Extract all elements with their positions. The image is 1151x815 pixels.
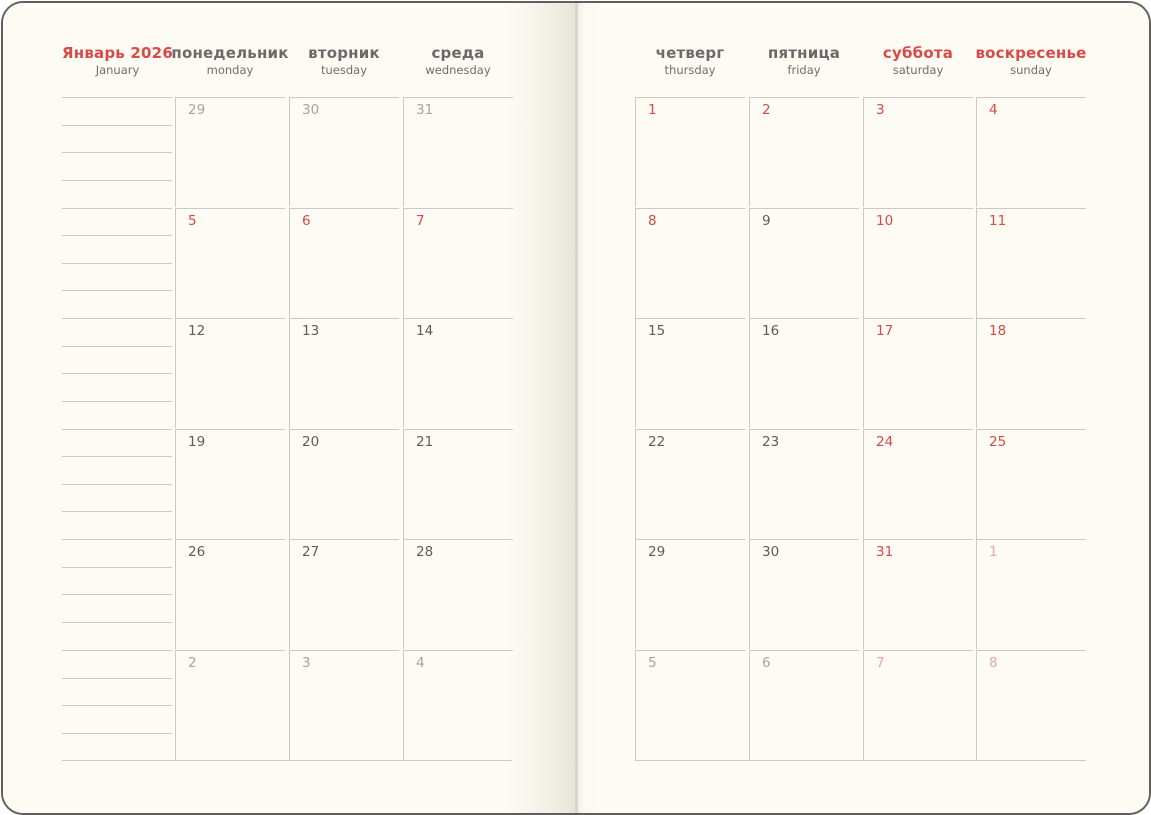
day-cell[interactable] bbox=[976, 318, 1086, 428]
spine-fold bbox=[575, 3, 578, 813]
weekday-name-ru: четверг bbox=[655, 44, 725, 62]
day-number: 6 bbox=[302, 212, 311, 229]
weekday-name-en: saturday bbox=[892, 63, 944, 77]
day-cell[interactable] bbox=[175, 208, 285, 318]
day-number: 16 bbox=[762, 323, 780, 340]
notes-line bbox=[62, 318, 172, 319]
day-number: 19 bbox=[188, 433, 206, 450]
day-cell[interactable] bbox=[289, 650, 399, 760]
weekday-name-ru: понедельник bbox=[171, 44, 289, 62]
day-cell[interactable] bbox=[403, 97, 513, 207]
day-number: 4 bbox=[989, 102, 998, 118]
day-number: 10 bbox=[876, 212, 894, 229]
day-cell[interactable] bbox=[403, 650, 513, 760]
day-cell[interactable] bbox=[289, 97, 399, 207]
day-cell[interactable] bbox=[289, 208, 399, 318]
day-number: 7 bbox=[876, 655, 885, 671]
notes-line bbox=[62, 650, 172, 651]
day-cell[interactable] bbox=[175, 318, 285, 428]
weekday-header-sunday bbox=[972, 44, 1090, 77]
notes-line bbox=[62, 373, 172, 374]
notes-line bbox=[62, 125, 172, 126]
day-cell[interactable] bbox=[403, 429, 513, 539]
weekday-name-ru: вторник bbox=[308, 44, 380, 62]
day-number: 18 bbox=[989, 323, 1007, 340]
day-number: 27 bbox=[302, 544, 320, 561]
day-number: 31 bbox=[876, 544, 894, 561]
weekday-name-en: tuesday bbox=[320, 63, 368, 77]
day-cell[interactable] bbox=[289, 539, 399, 649]
day-cell[interactable] bbox=[863, 429, 973, 539]
notes-line bbox=[62, 705, 172, 706]
day-cell[interactable] bbox=[289, 318, 399, 428]
day-cell[interactable] bbox=[635, 650, 745, 760]
day-cell[interactable] bbox=[863, 650, 973, 760]
day-number: 5 bbox=[188, 212, 197, 229]
day-cell[interactable] bbox=[175, 539, 285, 649]
notes-line bbox=[62, 346, 172, 347]
week-notes[interactable] bbox=[62, 539, 172, 649]
weekday-name-en: thursday bbox=[664, 63, 716, 77]
day-cell[interactable] bbox=[635, 429, 745, 539]
day-cell[interactable] bbox=[749, 429, 859, 539]
weekday-header-tuesday bbox=[285, 44, 403, 77]
day-number: 8 bbox=[648, 212, 657, 229]
day-number: 9 bbox=[762, 212, 771, 229]
notes-line bbox=[62, 567, 172, 568]
notes-line bbox=[62, 539, 172, 540]
day-number: 12 bbox=[188, 323, 206, 340]
day-number: 30 bbox=[302, 102, 320, 118]
day-number: 15 bbox=[648, 323, 666, 340]
notes-line bbox=[62, 97, 172, 98]
day-number: 21 bbox=[416, 433, 434, 450]
day-cell[interactable] bbox=[976, 97, 1086, 207]
day-number: 28 bbox=[416, 544, 434, 561]
notes-line bbox=[62, 180, 172, 181]
day-number: 20 bbox=[302, 433, 320, 450]
day-number: 25 bbox=[989, 433, 1007, 450]
day-cell[interactable] bbox=[976, 539, 1086, 649]
weekday-header-wednesday bbox=[399, 44, 517, 77]
notes-line bbox=[62, 208, 172, 209]
day-cell[interactable] bbox=[289, 429, 399, 539]
day-number: 2 bbox=[188, 655, 197, 671]
day-cell[interactable] bbox=[175, 97, 285, 207]
week-notes[interactable] bbox=[62, 429, 172, 539]
day-number: 31 bbox=[416, 102, 434, 118]
week-notes[interactable] bbox=[62, 97, 172, 207]
day-cell[interactable] bbox=[863, 97, 973, 207]
notes-line bbox=[62, 622, 172, 623]
notes-line bbox=[62, 456, 172, 457]
day-number: 26 bbox=[188, 544, 206, 561]
week-notes[interactable] bbox=[62, 318, 172, 428]
day-number: 29 bbox=[188, 102, 206, 118]
month-header bbox=[60, 44, 175, 77]
notes-line bbox=[62, 511, 172, 512]
bottom-rule-right bbox=[635, 760, 1086, 761]
bottom-rule-left bbox=[62, 760, 512, 761]
day-cell[interactable] bbox=[976, 429, 1086, 539]
day-cell[interactable] bbox=[403, 539, 513, 649]
weekday-name-en: friday bbox=[787, 63, 821, 77]
day-number: 14 bbox=[416, 323, 434, 340]
notes-line bbox=[62, 733, 172, 734]
day-number: 13 bbox=[302, 323, 320, 340]
day-number: 22 bbox=[648, 433, 666, 450]
day-number: 4 bbox=[416, 655, 425, 671]
day-number: 1 bbox=[989, 544, 998, 561]
day-cell[interactable] bbox=[749, 650, 859, 760]
notes-line bbox=[62, 429, 172, 430]
day-number: 3 bbox=[876, 102, 885, 118]
day-number: 5 bbox=[648, 655, 657, 671]
day-cell[interactable] bbox=[863, 539, 973, 649]
day-cell[interactable] bbox=[863, 318, 973, 428]
day-cell[interactable] bbox=[635, 318, 745, 428]
day-cell[interactable] bbox=[635, 208, 745, 318]
weekday-name-en: sunday bbox=[1010, 63, 1052, 77]
day-cell[interactable] bbox=[976, 208, 1086, 318]
day-cell[interactable] bbox=[863, 208, 973, 318]
day-cell[interactable] bbox=[403, 208, 513, 318]
weekday-header-friday bbox=[745, 44, 863, 77]
day-number: 24 bbox=[876, 433, 894, 450]
weekday-header-saturday bbox=[859, 44, 977, 77]
notes-line bbox=[62, 263, 172, 264]
week-notes[interactable] bbox=[62, 208, 172, 318]
notes-line bbox=[62, 235, 172, 236]
day-cell[interactable] bbox=[403, 318, 513, 428]
weekday-name-en: wednesday bbox=[425, 63, 491, 77]
day-cell[interactable] bbox=[175, 650, 285, 760]
notes-line bbox=[62, 401, 172, 402]
month-subtitle: January bbox=[95, 63, 140, 77]
day-number: 7 bbox=[416, 212, 425, 229]
notes-line bbox=[62, 678, 172, 679]
day-number: 6 bbox=[762, 655, 771, 671]
day-number: 2 bbox=[762, 102, 771, 118]
day-cell[interactable] bbox=[749, 208, 859, 318]
notes-line bbox=[62, 594, 172, 595]
weekday-name-ru: среда bbox=[431, 44, 485, 62]
day-cell[interactable] bbox=[976, 650, 1086, 760]
day-number: 1 bbox=[648, 102, 657, 118]
weekday-header-thursday bbox=[631, 44, 749, 77]
day-cell[interactable] bbox=[175, 429, 285, 539]
day-cell[interactable] bbox=[749, 539, 859, 649]
day-number: 29 bbox=[648, 544, 666, 561]
day-number: 3 bbox=[302, 655, 311, 671]
weekday-header-monday bbox=[171, 44, 289, 77]
notes-line bbox=[62, 484, 172, 485]
weekday-name-en: monday bbox=[206, 63, 254, 77]
weekday-name-ru: суббота bbox=[882, 44, 954, 62]
week-notes[interactable] bbox=[62, 650, 172, 760]
notes-line bbox=[62, 290, 172, 291]
notes-line bbox=[62, 152, 172, 153]
month-title: Январь 2026 bbox=[62, 44, 173, 62]
day-number: 23 bbox=[762, 433, 780, 450]
day-cell[interactable] bbox=[635, 97, 745, 207]
day-number: 8 bbox=[989, 655, 998, 671]
day-cell[interactable] bbox=[749, 318, 859, 428]
weekday-name-ru: пятница bbox=[767, 44, 841, 62]
day-number: 30 bbox=[762, 544, 780, 561]
day-cell[interactable] bbox=[635, 539, 745, 649]
day-cell[interactable] bbox=[749, 97, 859, 207]
weekday-name-ru: воскресенье bbox=[975, 44, 1087, 62]
day-number: 11 bbox=[989, 212, 1007, 229]
day-number: 17 bbox=[876, 323, 894, 340]
